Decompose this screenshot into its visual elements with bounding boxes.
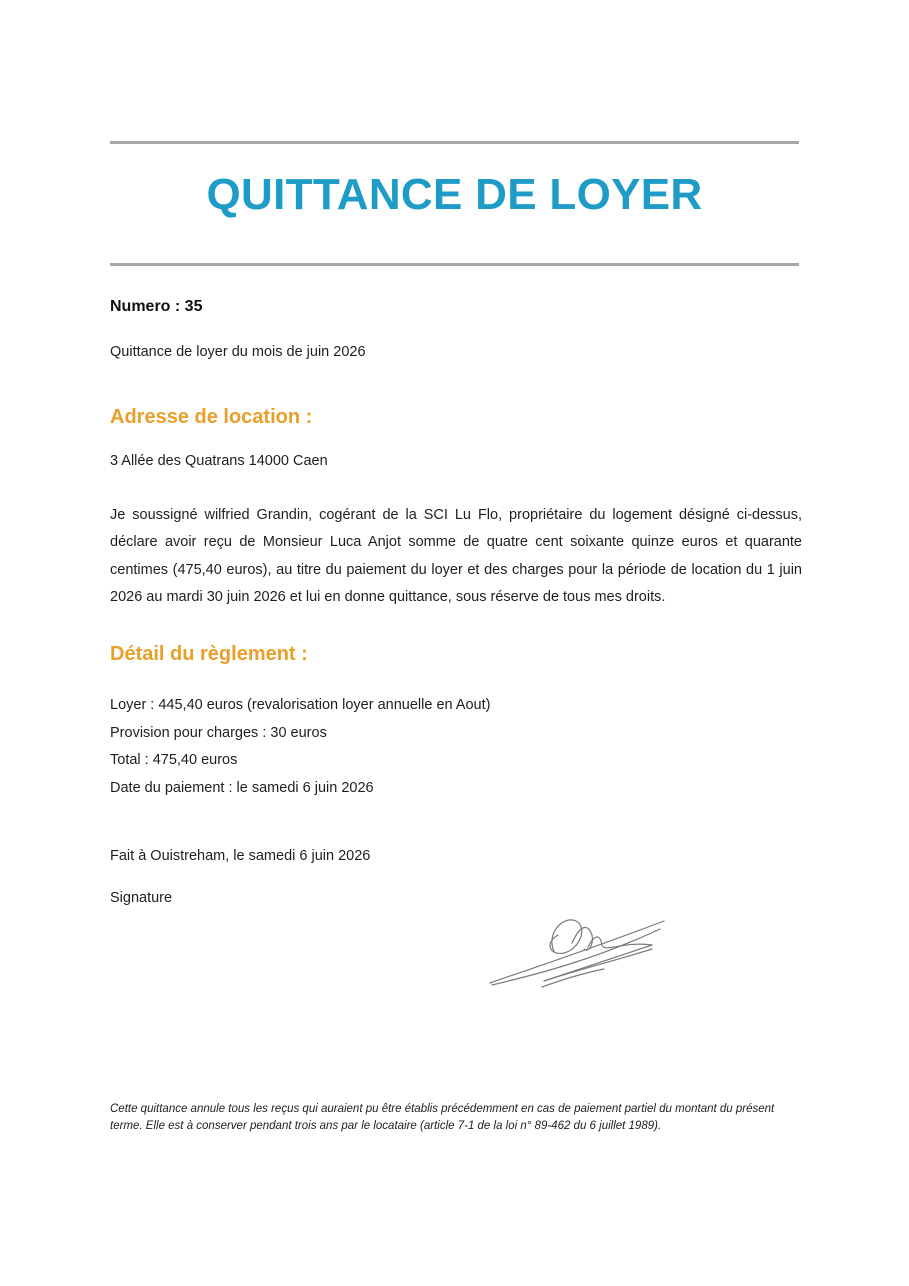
signature-label: Signature [110, 890, 173, 906]
receipt-subtitle: Quittance de loyer du mois de juin 2026 [110, 344, 366, 360]
top-divider [110, 141, 799, 144]
bottom-divider [110, 263, 799, 266]
detail-rent: Loyer : 445,40 euros (revalorisation loyer annuelle en Aout) [110, 697, 491, 713]
payment-detail-heading: Détail du règlement : [110, 643, 308, 665]
declaration-paragraph: Je soussigné wilfried Grandin, cogérant de la SCI Lu Flo, propriétaire du logement désigné ci-dessus, déclare avoir reçu de Monsieur Luca Anjot somme de quatre cent soixante quinze euros et quarante centimes (475,40 euros), au titre du paiement du loyer et des charges pour la période de location du 1 juin 2026 au mardi 30 juin 2026 et lui en donne quittance, sous réserve de tous mes droits. [110, 507, 802, 605]
detail-payment-date: Date du paiement : le samedi 6 juin 2026 [110, 779, 374, 796]
receipt-number: Numero : 35 [110, 298, 203, 315]
address-heading: Adresse de location : [110, 406, 313, 428]
legal-footer-note: Cette quittance annule tous les reçus qui auraient pu être établis précédemment en cas de paiement partiel du montant du présent terme. Elle est à conserver pendant trois ans par le locataire (article 7-1 de la loi n° 89-462 du 6 juillet 1989). [110, 1103, 775, 1132]
payment-detail-list [110, 694, 490, 804]
detail-charges: Provision pour charges : 30 euros [110, 724, 327, 741]
detail-total: Total : 475,40 euros [110, 752, 238, 769]
rental-address: 3 Allée des Quatrans 14000 Caen [110, 453, 328, 469]
place-and-date: Fait à Ouistreham, le samedi 6 juin 2026 [110, 848, 371, 864]
handwritten-signature [484, 905, 674, 1005]
document-title: QUITTANCE DE LOYER [206, 170, 703, 219]
